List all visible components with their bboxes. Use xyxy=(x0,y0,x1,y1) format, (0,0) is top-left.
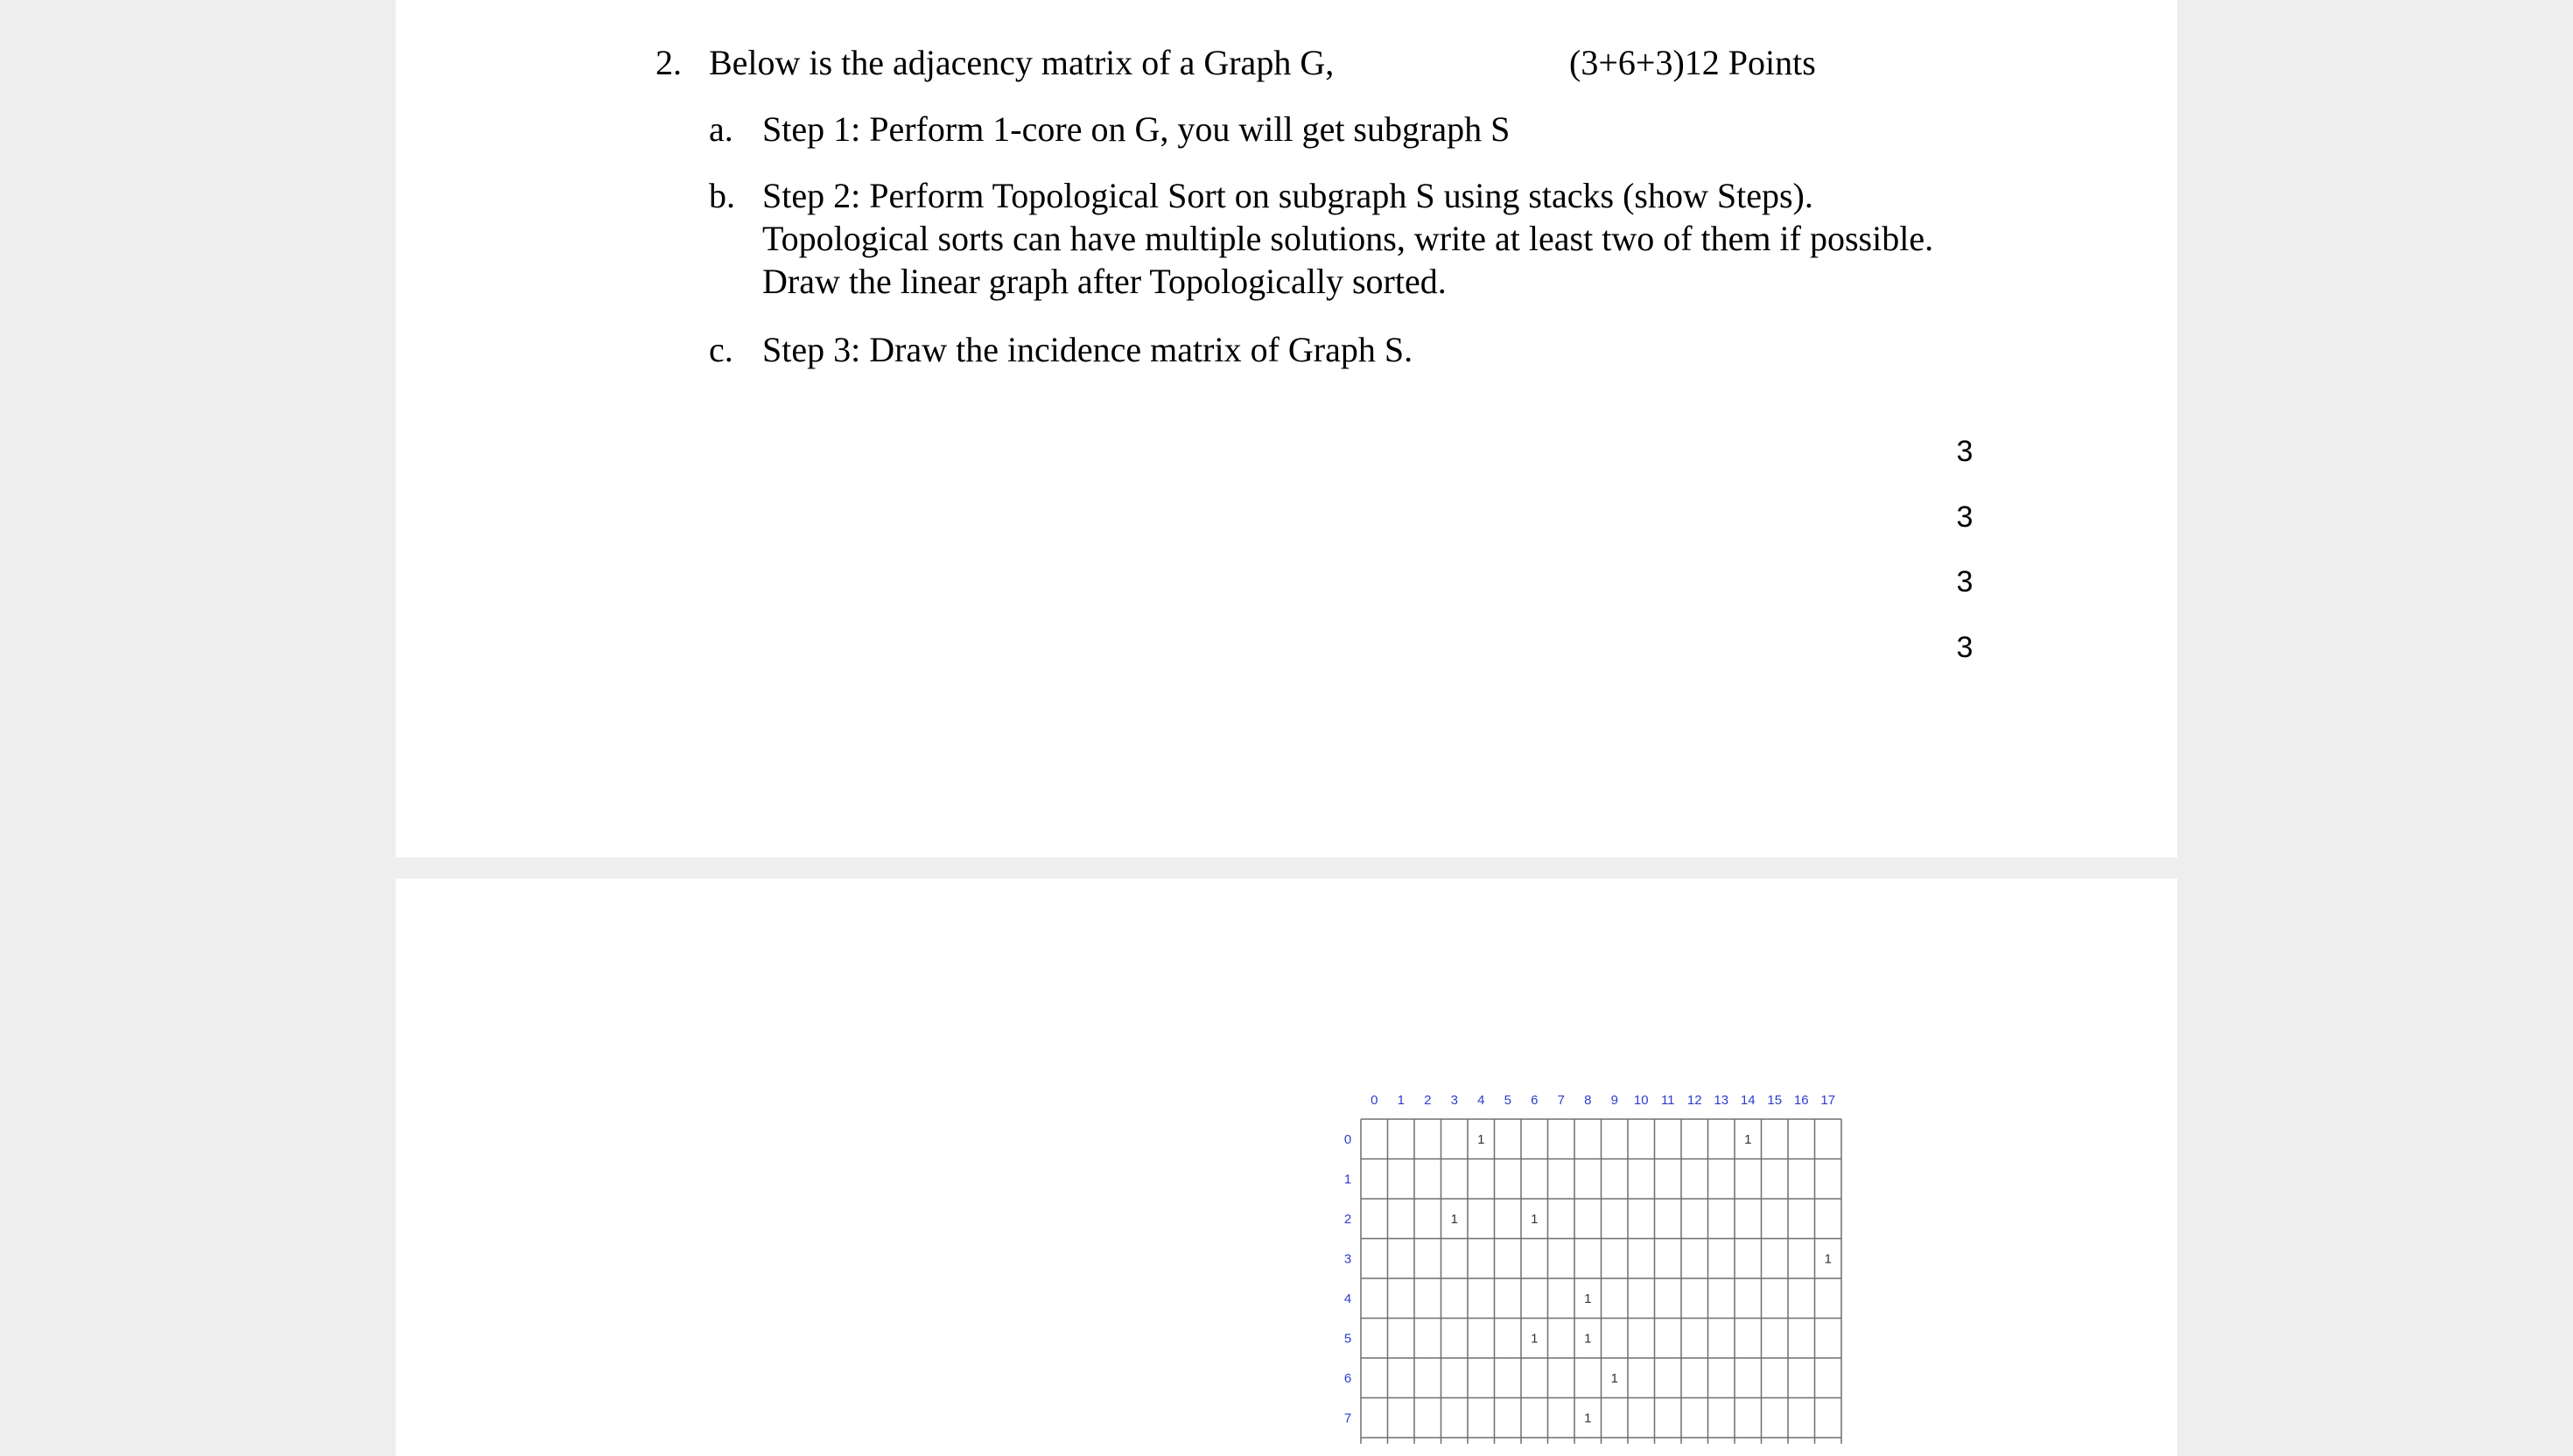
part-b-line-3: Draw the linear graph after Topologically sorted. xyxy=(762,262,1447,301)
matrix-column-header: 14 xyxy=(1740,1093,1756,1108)
matrix-column-header: 17 xyxy=(1820,1093,1836,1108)
part-a-label: a. xyxy=(709,109,733,149)
matrix-row-header: 6 xyxy=(1343,1370,1352,1386)
margin-number: 3 xyxy=(1956,631,1974,664)
matrix-column-header: 6 xyxy=(1531,1093,1539,1108)
matrix-column-header: 8 xyxy=(1584,1093,1592,1108)
part-a-text: Step 1: Perform 1-core on G, you will get subgraph S xyxy=(762,109,1511,149)
part-c-label: c. xyxy=(709,330,733,369)
matrix-column-header: 11 xyxy=(1660,1093,1675,1108)
matrix-column-header: 2 xyxy=(1424,1093,1432,1108)
question-text: Below is the adjacency matrix of a Graph G, xyxy=(709,43,1335,82)
margin-number: 3 xyxy=(1956,565,1974,598)
matrix-row-header: 0 xyxy=(1343,1131,1352,1147)
matrix-column-header: 4 xyxy=(1477,1093,1485,1108)
matrix-column-header: 15 xyxy=(1767,1093,1783,1108)
matrix-cell-value: 1 xyxy=(1450,1211,1458,1227)
matrix-column-header: 1 xyxy=(1397,1093,1405,1108)
matrix-column-header: 7 xyxy=(1557,1093,1565,1108)
matrix-row-header: 4 xyxy=(1343,1291,1352,1306)
matrix-cell-value: 1 xyxy=(1584,1410,1592,1426)
matrix-row-header: 3 xyxy=(1343,1251,1352,1267)
matrix-cell-value: 1 xyxy=(1531,1211,1539,1227)
matrix-cell-value: 1 xyxy=(1531,1331,1539,1347)
matrix-column-header: 0 xyxy=(1371,1093,1378,1108)
matrix-cell-value: 1 xyxy=(1744,1131,1752,1147)
part-c-text: Step 3: Draw the incidence matrix of Graph S. xyxy=(762,330,1413,369)
matrix-column-header: 9 xyxy=(1610,1093,1618,1108)
matrix-column-header: 13 xyxy=(1714,1093,1729,1108)
question-number: 2. xyxy=(656,43,682,82)
matrix-cell-value: 1 xyxy=(1610,1370,1618,1386)
matrix-column-header: 5 xyxy=(1504,1093,1511,1108)
matrix-cell-value: 1 xyxy=(1584,1331,1592,1347)
matrix-column-header: 3 xyxy=(1450,1093,1458,1108)
matrix-row-header: 7 xyxy=(1343,1410,1352,1426)
matrix-cell-value: 1 xyxy=(1477,1131,1485,1147)
matrix-column-header: 12 xyxy=(1686,1093,1702,1108)
matrix-column-header: 10 xyxy=(1633,1093,1649,1108)
margin-number: 3 xyxy=(1956,500,1974,534)
margin-number: 3 xyxy=(1956,435,1974,468)
matrix-row-header: 1 xyxy=(1343,1172,1352,1187)
matrix-row-header: 5 xyxy=(1343,1331,1352,1347)
question-points: (3+6+3)12 Points xyxy=(1569,43,1816,82)
matrix-row-header: 2 xyxy=(1343,1211,1352,1227)
matrix-cell-value: 1 xyxy=(1584,1291,1592,1306)
matrix-column-header: 16 xyxy=(1793,1093,1809,1108)
part-b-line-1: Step 2: Perform Topological Sort on subgraph S using stacks (show Steps). xyxy=(762,176,1813,215)
part-b-label: b. xyxy=(709,176,735,215)
matrix-cell-value: 1 xyxy=(1824,1251,1832,1267)
part-b-line-2: Topological sorts can have multiple solutions, write at least two of them if possible. xyxy=(762,219,1934,258)
